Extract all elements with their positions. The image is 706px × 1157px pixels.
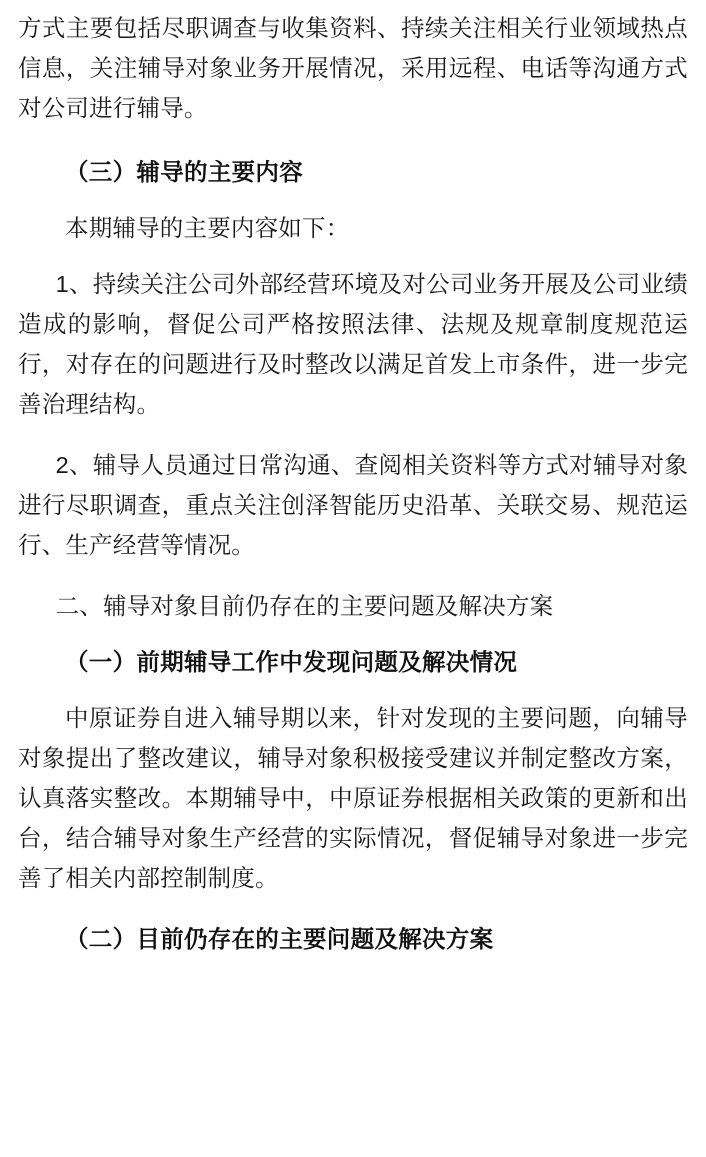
spacer [18, 248, 688, 264]
heading-main-content-of-coaching: （三）辅导的主要内容 [65, 159, 303, 185]
paragraph-zhongyuan-securities: 中原证券自进入辅导期以来，针对发现的主要问题，向辅导对象提出了整改建议，辅导对象积极接受建议并制定整改方案，认真落实整改。本期辅导中，中原证券根据相关政策的更新和出台，结合辅导对象生产经营的实际情况，督促辅导对象进一步完善了相关内部控制制度。 [18, 705, 688, 891]
heading-previous-issues-resolved: （一）前期辅导工作中发现问题及解决情况 [65, 649, 518, 675]
paragraph-item-2: 2、辅导人员通过日常沟通、查阅相关资料等方式对辅导对象进行尽职调查，重点关注创泽智能历史沿革、关联交易、规范运行、生产经营等情况。 [18, 452, 688, 558]
spacer [18, 565, 688, 586]
spacer [18, 192, 688, 208]
spacer [18, 898, 688, 919]
heading-current-issues-and-solutions: （二）目前仍存在的主要问题及解决方案 [65, 926, 494, 952]
paragraph-item-1: 1、持续关注公司外部经营环境及对公司业务开展及公司业绩造成的影响，督促公司严格按照法律、法规及规章制度规范运行，对存在的问题进行及时整改以满足首发上市条件，进一步完善治理结构。 [18, 271, 688, 417]
spacer [18, 682, 688, 698]
paragraph-section-two: 二、辅导对象目前仍存在的主要问题及解决方案 [55, 593, 554, 619]
paragraph-coaching-methods: 方式主要包括尽职调查与收集资料、持续关注相关行业领域热点信息，关注辅导对象业务开展情况，采用远程、电话等沟通方式对公司进行辅导。 [18, 15, 688, 121]
paragraph-content-intro: 本期辅导的主要内容如下： [65, 215, 350, 241]
spacer [18, 128, 688, 152]
spacer [18, 626, 688, 642]
spacer [18, 424, 688, 445]
